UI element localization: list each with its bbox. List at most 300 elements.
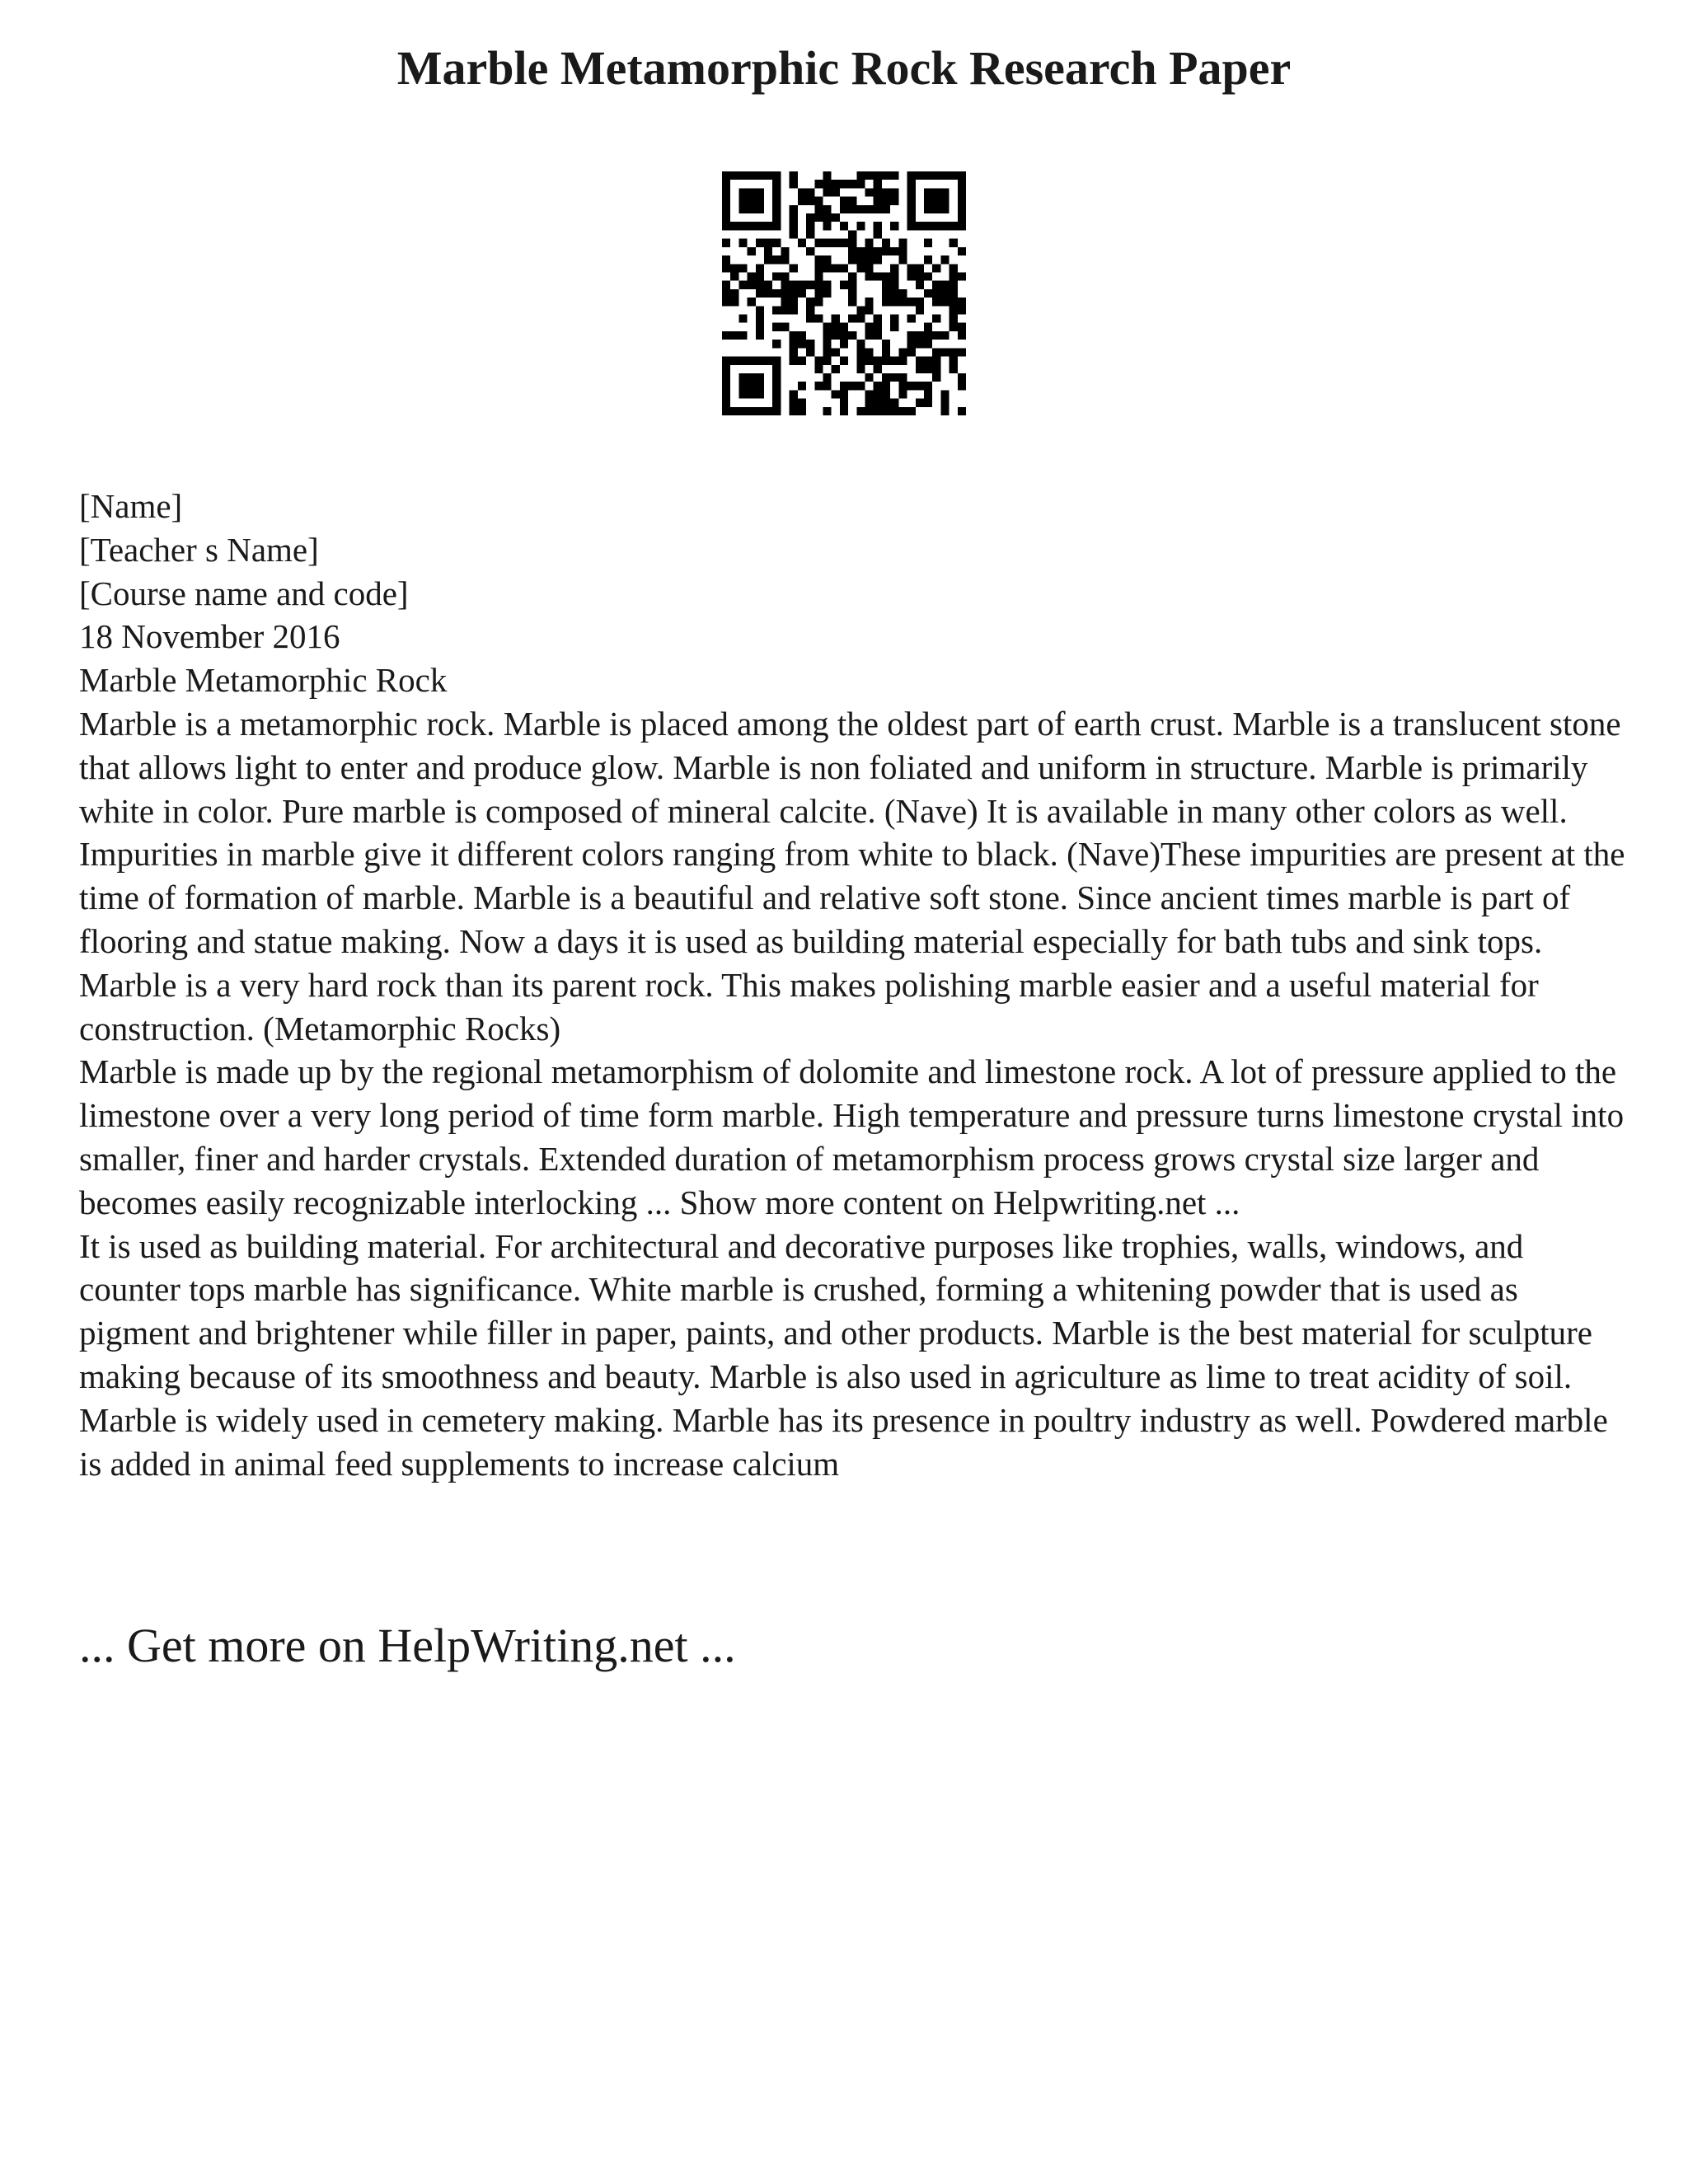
qr-module	[798, 357, 806, 365]
qr-module	[832, 365, 840, 373]
qr-module	[840, 390, 848, 398]
qr-module	[832, 264, 840, 272]
qr-module	[932, 357, 940, 365]
qr-module	[950, 323, 958, 331]
qr-module	[730, 331, 738, 340]
qr-module	[722, 382, 730, 390]
qr-module	[848, 281, 856, 289]
qr-module	[748, 357, 756, 365]
qr-module	[958, 373, 966, 382]
qr-module	[814, 289, 823, 298]
qr-module	[806, 298, 814, 306]
qr-module	[790, 180, 798, 188]
qr-module	[958, 323, 966, 331]
qr-module	[932, 281, 940, 289]
qr-module	[882, 298, 890, 306]
qr-module	[916, 281, 924, 289]
qr-module	[882, 357, 890, 365]
qr-module	[764, 255, 772, 264]
qr-module	[950, 365, 958, 373]
qr-module	[832, 315, 840, 323]
qr-module	[958, 272, 966, 280]
qr-module	[848, 247, 856, 255]
qr-module	[865, 264, 874, 272]
qr-module	[840, 197, 848, 205]
qr-module	[865, 373, 874, 382]
qr-module	[756, 239, 764, 247]
qr-module	[823, 340, 831, 348]
qr-module	[840, 323, 848, 331]
qr-module	[823, 171, 831, 180]
qr-module	[840, 331, 848, 340]
qr-module	[890, 197, 898, 205]
qr-module	[924, 171, 932, 180]
qr-module	[950, 222, 958, 230]
qr-module	[738, 197, 747, 205]
qr-module	[814, 255, 823, 264]
qr-module	[748, 188, 756, 196]
qr-module	[874, 323, 882, 331]
qr-module	[798, 197, 806, 205]
qr-module	[924, 188, 932, 196]
qr-module	[924, 222, 932, 230]
qr-module	[730, 298, 738, 306]
qr-module	[882, 205, 890, 213]
qr-module	[772, 197, 781, 205]
qr-module	[924, 340, 932, 348]
qr-module	[856, 382, 865, 390]
qr-module	[772, 340, 781, 348]
qr-module	[932, 264, 940, 272]
qr-module	[798, 281, 806, 289]
qr-module	[840, 281, 848, 289]
qr-module	[907, 331, 916, 340]
qr-module	[790, 213, 798, 222]
qr-module	[840, 407, 848, 415]
qr-module	[756, 272, 764, 280]
qr-module	[874, 255, 882, 264]
qr-module	[756, 390, 764, 398]
qr-module	[756, 323, 764, 331]
qr-module	[814, 205, 823, 213]
qr-module	[865, 407, 874, 415]
qr-module	[772, 357, 781, 365]
qr-module	[882, 399, 890, 407]
qr-module	[781, 247, 789, 255]
qr-module	[730, 272, 738, 280]
qr-module	[756, 373, 764, 382]
qr-module	[882, 390, 890, 398]
qr-module	[848, 205, 856, 213]
qr-module	[916, 306, 924, 314]
qr-module	[790, 340, 798, 348]
qr-module	[932, 188, 940, 196]
qr-module	[865, 205, 874, 213]
qr-module	[916, 382, 924, 390]
qr-module	[806, 315, 814, 323]
qr-module	[932, 171, 940, 180]
qr-module	[730, 357, 738, 365]
qr-module	[907, 264, 916, 272]
qr-module	[932, 205, 940, 213]
qr-module	[856, 315, 865, 323]
qr-module	[950, 239, 958, 247]
qr-module	[790, 222, 798, 230]
qr-module	[856, 407, 865, 415]
qr-module	[798, 340, 806, 348]
qr-module	[790, 289, 798, 298]
qr-module	[958, 247, 966, 255]
qr-module	[832, 213, 840, 222]
qr-module	[932, 331, 940, 340]
qr-module	[924, 323, 932, 331]
document-body	[79, 485, 1629, 1485]
qr-module	[756, 197, 764, 205]
qr-module	[865, 255, 874, 264]
qr-module	[882, 289, 890, 298]
qr-module	[865, 348, 874, 356]
qr-module	[907, 340, 916, 348]
qr-module	[916, 272, 924, 280]
qr-module	[898, 289, 907, 298]
qr-module	[798, 239, 806, 247]
qr-module	[840, 239, 848, 247]
qr-module	[848, 197, 856, 205]
qr-module	[832, 323, 840, 331]
qr-module	[722, 365, 730, 373]
qr-module	[890, 281, 898, 289]
qr-module	[790, 399, 798, 407]
qr-module	[882, 239, 890, 247]
qr-module	[874, 407, 882, 415]
qr-module	[932, 289, 940, 298]
qr-module	[748, 281, 756, 289]
qr-module	[916, 264, 924, 272]
qr-module	[907, 272, 916, 280]
qr-module	[806, 281, 814, 289]
qr-module	[882, 171, 890, 180]
qr-module	[840, 357, 848, 365]
qr-module	[958, 180, 966, 188]
qr-module	[924, 382, 932, 390]
qr-module	[848, 255, 856, 264]
paragraph-intro: Marble is a metamorphic rock. Marble is placed among the oldest part of earth crust. Marble is a translucent stone that allows light to enter and produce glow. Marble is non foliated and uniform in structure. Marble is primarily white in color. Pure marble is composed of mineral calcite. (Nave) It is available in many other colors as well. Impurities in marble give it different colors ranging from white to black. (Nave)These impurities are present at the time of formation of marble. Marble is a beautiful and relative soft stone. Since ancient times marble is part of flooring and statue making. Now a days it is used as building material especially for bath tubs and sink tops. Marble is a very hard rock than its parent rock. This makes polishing marble easier and a useful material for construction. (Metamorphic Rocks)	[79, 704, 1625, 1047]
qr-module	[722, 188, 730, 196]
qr-module	[738, 239, 747, 247]
qr-module	[940, 205, 949, 213]
qr-module	[840, 205, 848, 213]
qr-module	[823, 357, 831, 365]
qr-module	[722, 213, 730, 222]
qr-module	[823, 205, 831, 213]
get-more-link[interactable]: ... Get more on HelpWriting.net ...	[79, 1619, 736, 1672]
document-date: 18 November 2016	[79, 617, 340, 656]
qr-module	[748, 373, 756, 382]
qr-module	[907, 298, 916, 306]
qr-module	[898, 239, 907, 247]
qr-module	[722, 289, 730, 298]
qr-module	[840, 264, 848, 272]
qr-module	[924, 390, 932, 398]
qr-module	[882, 197, 890, 205]
qr-module	[950, 315, 958, 323]
qr-module	[916, 399, 924, 407]
qr-module	[840, 180, 848, 188]
qr-module	[823, 407, 831, 415]
qr-code-graphic	[722, 171, 966, 415]
qr-module	[898, 373, 907, 382]
qr-module	[832, 348, 840, 356]
qr-module	[840, 340, 848, 348]
qr-module	[898, 348, 907, 356]
qr-module	[738, 373, 747, 382]
qr-module	[772, 255, 781, 264]
qr-module	[890, 357, 898, 365]
qr-code-icon[interactable]	[722, 171, 966, 415]
qr-module	[756, 222, 764, 230]
qr-module	[932, 197, 940, 205]
qr-module	[790, 390, 798, 398]
qr-module	[958, 348, 966, 356]
qr-module	[916, 357, 924, 365]
author-name: [Name]	[79, 487, 183, 525]
qr-module	[865, 390, 874, 398]
qr-module	[764, 281, 772, 289]
qr-module	[772, 365, 781, 373]
qr-module	[882, 272, 890, 280]
qr-module	[950, 171, 958, 180]
qr-module	[958, 382, 966, 390]
qr-module	[772, 239, 781, 247]
qr-module	[781, 306, 789, 314]
qr-module	[958, 306, 966, 314]
qr-module	[958, 171, 966, 180]
qr-module	[958, 205, 966, 213]
qr-module	[907, 180, 916, 188]
qr-module	[890, 315, 898, 323]
qr-module	[950, 306, 958, 314]
qr-module	[958, 188, 966, 196]
qr-module	[874, 197, 882, 205]
qr-module	[874, 171, 882, 180]
qr-module	[722, 357, 730, 365]
qr-module	[722, 281, 730, 289]
qr-module	[738, 390, 747, 398]
qr-module	[890, 399, 898, 407]
qr-module	[772, 272, 781, 280]
qr-module	[932, 222, 940, 230]
qr-module	[738, 357, 747, 365]
qr-module	[806, 188, 814, 196]
qr-module	[940, 188, 949, 196]
qr-module	[907, 213, 916, 222]
qr-module	[823, 264, 831, 272]
qr-module	[772, 213, 781, 222]
qr-module	[898, 357, 907, 365]
qr-module	[814, 281, 823, 289]
qr-module	[722, 171, 730, 180]
document-title: Marble Metamorphic Rock Research Paper	[396, 41, 1292, 95]
qr-module	[924, 357, 932, 365]
qr-module	[790, 264, 798, 272]
qr-module	[856, 222, 865, 230]
qr-module	[865, 357, 874, 365]
qr-module	[848, 239, 856, 247]
qr-module	[898, 390, 907, 398]
qr-module	[722, 399, 730, 407]
qr-module	[924, 365, 932, 373]
qr-module	[722, 255, 730, 264]
qr-module	[958, 222, 966, 230]
qr-module	[748, 298, 756, 306]
qr-module	[932, 365, 940, 373]
qr-module	[772, 289, 781, 298]
qr-module	[738, 188, 747, 196]
qr-module	[940, 255, 949, 264]
qr-module	[781, 289, 789, 298]
qr-module	[722, 205, 730, 213]
qr-module	[738, 281, 747, 289]
qr-module	[874, 315, 882, 323]
qr-module	[722, 373, 730, 382]
qr-module	[722, 331, 730, 340]
qr-module	[756, 264, 764, 272]
qr-module	[722, 390, 730, 398]
qr-module	[790, 171, 798, 180]
qr-module	[924, 255, 932, 264]
qr-module	[730, 289, 738, 298]
qr-module	[890, 171, 898, 180]
qr-module	[932, 348, 940, 356]
qr-module	[890, 222, 898, 230]
qr-module	[848, 315, 856, 323]
qr-module	[738, 382, 747, 390]
qr-module	[882, 382, 890, 390]
qr-module	[856, 365, 865, 373]
qr-module	[772, 373, 781, 382]
qr-module	[856, 264, 865, 272]
qr-module	[814, 213, 823, 222]
qr-module	[823, 289, 831, 298]
qr-module	[916, 331, 924, 340]
qr-module	[907, 197, 916, 205]
qr-module	[730, 171, 738, 180]
qr-module	[907, 188, 916, 196]
qr-module	[730, 407, 738, 415]
qr-module	[738, 171, 747, 180]
qr-module	[940, 407, 949, 415]
qr-module	[832, 180, 840, 188]
qr-module	[916, 222, 924, 230]
qr-module	[907, 382, 916, 390]
qr-module	[748, 382, 756, 390]
qr-module	[772, 323, 781, 331]
qr-module	[756, 306, 764, 314]
qr-module	[790, 306, 798, 314]
qr-module	[856, 180, 865, 188]
qr-module	[756, 205, 764, 213]
qr-module	[840, 399, 848, 407]
qr-module	[722, 222, 730, 230]
qr-module	[806, 306, 814, 314]
qr-module	[764, 289, 772, 298]
qr-module	[950, 264, 958, 272]
teacher-name: [Teacher s Name]	[79, 530, 319, 569]
qr-module	[756, 188, 764, 196]
qr-module	[814, 272, 823, 280]
qr-module	[940, 171, 949, 180]
qr-module	[798, 188, 806, 196]
qr-module	[764, 171, 772, 180]
qr-module	[865, 247, 874, 255]
qr-module	[772, 399, 781, 407]
qr-module	[738, 264, 747, 272]
qr-module	[916, 365, 924, 373]
qr-module	[823, 373, 831, 382]
qr-module	[772, 180, 781, 188]
qr-module	[798, 382, 806, 390]
qr-module	[882, 373, 890, 382]
qr-module	[756, 171, 764, 180]
qr-module	[932, 315, 940, 323]
qr-module	[958, 407, 966, 415]
qr-module	[898, 298, 907, 306]
qr-module	[722, 197, 730, 205]
qr-module	[924, 399, 932, 407]
qr-module	[874, 331, 882, 340]
qr-module	[848, 289, 856, 298]
qr-module	[874, 180, 882, 188]
qr-module	[940, 197, 949, 205]
paragraph-uses: It is used as building material. For architectural and decorative purposes like trophies, walls, windows, and counter tops marble has significance. White marble is crushed, forming a whitening powder that is used as pigment and brightener while filler in paper, paints, and other products. Marble is the best material for sculpture making because of its smoothness and beauty. Marble is also used in agriculture as lime to treat acidity of soil. Marble is widely used in cemetery making. Marble has its presence in poultry industry as well. Powdered marble is added in animal feed supplements to increase calcium	[79, 1226, 1608, 1483]
qr-module	[848, 180, 856, 188]
qr-module	[865, 188, 874, 196]
qr-module	[806, 197, 814, 205]
qr-module	[764, 247, 772, 255]
qr-module	[814, 180, 823, 188]
qr-module	[950, 298, 958, 306]
qr-module	[798, 399, 806, 407]
qr-module	[823, 348, 831, 356]
qr-module	[772, 188, 781, 196]
qr-module	[856, 306, 865, 314]
qr-module	[940, 331, 949, 340]
qr-module	[748, 171, 756, 180]
qr-module	[865, 171, 874, 180]
qr-module	[865, 298, 874, 306]
qr-module	[790, 331, 798, 340]
qr-module	[890, 247, 898, 255]
qr-module	[932, 373, 940, 382]
qr-module	[748, 197, 756, 205]
qr-module	[950, 281, 958, 289]
qr-module	[832, 390, 840, 398]
qr-module	[882, 340, 890, 348]
qr-module	[806, 213, 814, 222]
qr-module	[940, 281, 949, 289]
qr-module	[865, 399, 874, 407]
qr-module	[823, 239, 831, 247]
qr-module	[940, 399, 949, 407]
qr-module	[924, 331, 932, 340]
qr-module	[722, 264, 730, 272]
qr-module	[916, 340, 924, 348]
qr-module	[756, 357, 764, 365]
qr-module	[874, 382, 882, 390]
qr-module	[814, 365, 823, 373]
qr-module	[781, 281, 789, 289]
qr-module	[856, 357, 865, 365]
